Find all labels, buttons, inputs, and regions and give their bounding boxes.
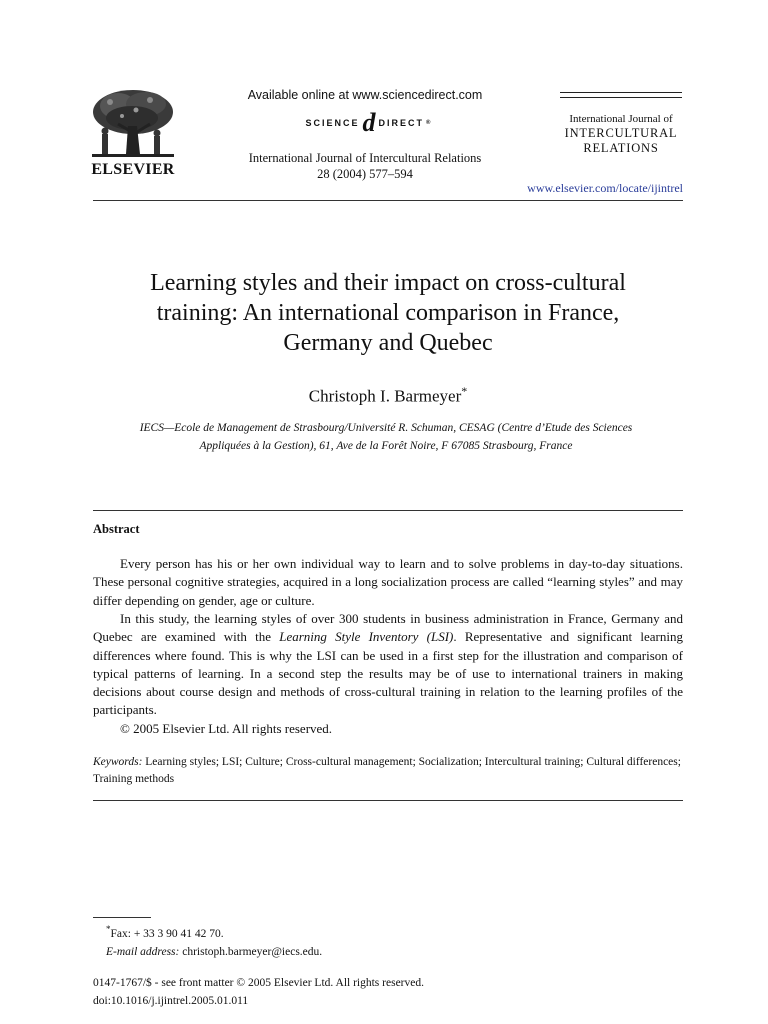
available-online-text: Available online at www.sciencedirect.com bbox=[247, 88, 483, 102]
science-direct-right: DIRECT bbox=[378, 118, 425, 128]
author bbox=[88, 384, 688, 407]
title-line-3: Germany and Quebec bbox=[283, 330, 493, 356]
keywords-text: Learning styles; LSI; Culture; Cross-cultural management; Socialization; Intercultural training; Cultural differences; Training methods bbox=[93, 756, 681, 785]
journal-masthead-line2: RELATIONS bbox=[583, 141, 659, 155]
elsevier-tree-icon bbox=[88, 88, 178, 160]
title-line-2: training: An international comparison in France, bbox=[156, 300, 620, 326]
footnote-fax-text: Fax: + 33 3 90 41 42 70. bbox=[110, 927, 224, 940]
science-direct-left: SCIENCE bbox=[305, 118, 360, 128]
journal-masthead-line1: INTERCULTURAL bbox=[564, 126, 678, 140]
footer-issn: 0147-1767/$ - see front matter © 2005 Elsevier Ltd. All rights reserved. bbox=[93, 977, 424, 989]
footnote-fax bbox=[106, 920, 322, 943]
journal-rule-second bbox=[560, 97, 682, 98]
abstract-top-divider bbox=[93, 510, 683, 511]
journal-masthead-small: International Journal of bbox=[569, 113, 673, 125]
affiliation-line-2: Appliquées à la Gestion), 61, Ave de la Forêt Noire, F 67085 Strasbourg, France bbox=[199, 440, 573, 452]
abstract-paragraph-1 bbox=[93, 555, 683, 610]
article-title bbox=[88, 268, 688, 358]
journal-volume-pages: 28 (2004) 577–594 bbox=[317, 167, 413, 181]
abstract-heading: Abstract bbox=[93, 522, 140, 536]
footnote-rule bbox=[93, 917, 151, 918]
abstract-para2-italic: Learning Style Inventory (LSI) bbox=[279, 629, 454, 645]
journal-rule-top bbox=[560, 92, 682, 93]
journal-masthead bbox=[550, 126, 692, 156]
abstract-copyright: © 2005 Elsevier Ltd. All rights reserved. bbox=[120, 720, 333, 736]
abstract-para2-text-a: In this study, the learning styles of over 300 students in business administration in France, Germany and Quebec are examined with the bbox=[93, 611, 683, 645]
footnote-mark: * bbox=[106, 924, 111, 934]
email-address-link[interactable]: christoph.barmeyer@iecs.edu. bbox=[182, 945, 323, 958]
journal-url-link[interactable]: www.elsevier.com/locate/ijintrel bbox=[527, 181, 683, 195]
email-label: E-mail address: bbox=[106, 945, 180, 958]
title-line-1: Learning styles and their impact on cross-cultural bbox=[150, 270, 626, 296]
publisher-name: ELSEVIER bbox=[91, 161, 175, 178]
author-name: Christoph I. Barmeyer bbox=[308, 386, 462, 406]
journal-name: International Journal of Intercultural Relations bbox=[248, 151, 482, 165]
science-direct-mark-icon: d bbox=[362, 108, 376, 137]
footnote bbox=[106, 920, 322, 961]
journal-citation bbox=[220, 150, 510, 182]
abstract-bottom-divider bbox=[93, 800, 683, 801]
footnote-email bbox=[106, 943, 322, 961]
affiliation-line-1: IECS—Ecole de Management de Strasbourg/Université R. Schuman, CESAG (Centre d’Etude des Sciences bbox=[139, 422, 633, 434]
author-footnote-mark[interactable]: * bbox=[461, 384, 468, 398]
page-footer bbox=[93, 974, 424, 1010]
science-direct-registered: ® bbox=[426, 120, 431, 126]
elsevier-logo bbox=[88, 88, 178, 180]
abstract-para2-text-b: . Representative and significant learning differences where found. This is why the LSI can be used in a first step for the illustration and comparison of typical patterns of learning. In a second step the results may be of use to international trainers in making decisions about course design and methods of cross-cultural training in relation to the learning profiles of the participants. bbox=[93, 629, 683, 718]
keywords-label: Keywords: bbox=[93, 756, 143, 768]
science-direct-logo bbox=[268, 108, 468, 138]
abstract-para1-text: Every person has his or her own individual way to learn and to solve problems in day-to-day situations. These personal cognitive strategies, acquired in a long socialization process are called “learning styles” and may differ depending on gender, age or culture. bbox=[93, 556, 683, 608]
abstract-paragraph-2 bbox=[93, 610, 683, 738]
footer-doi-link[interactable]: doi:10.1016/j.ijintrel.2005.01.011 bbox=[93, 995, 249, 1007]
keywords bbox=[93, 754, 683, 788]
header-divider bbox=[93, 200, 683, 201]
affiliation bbox=[88, 419, 684, 455]
